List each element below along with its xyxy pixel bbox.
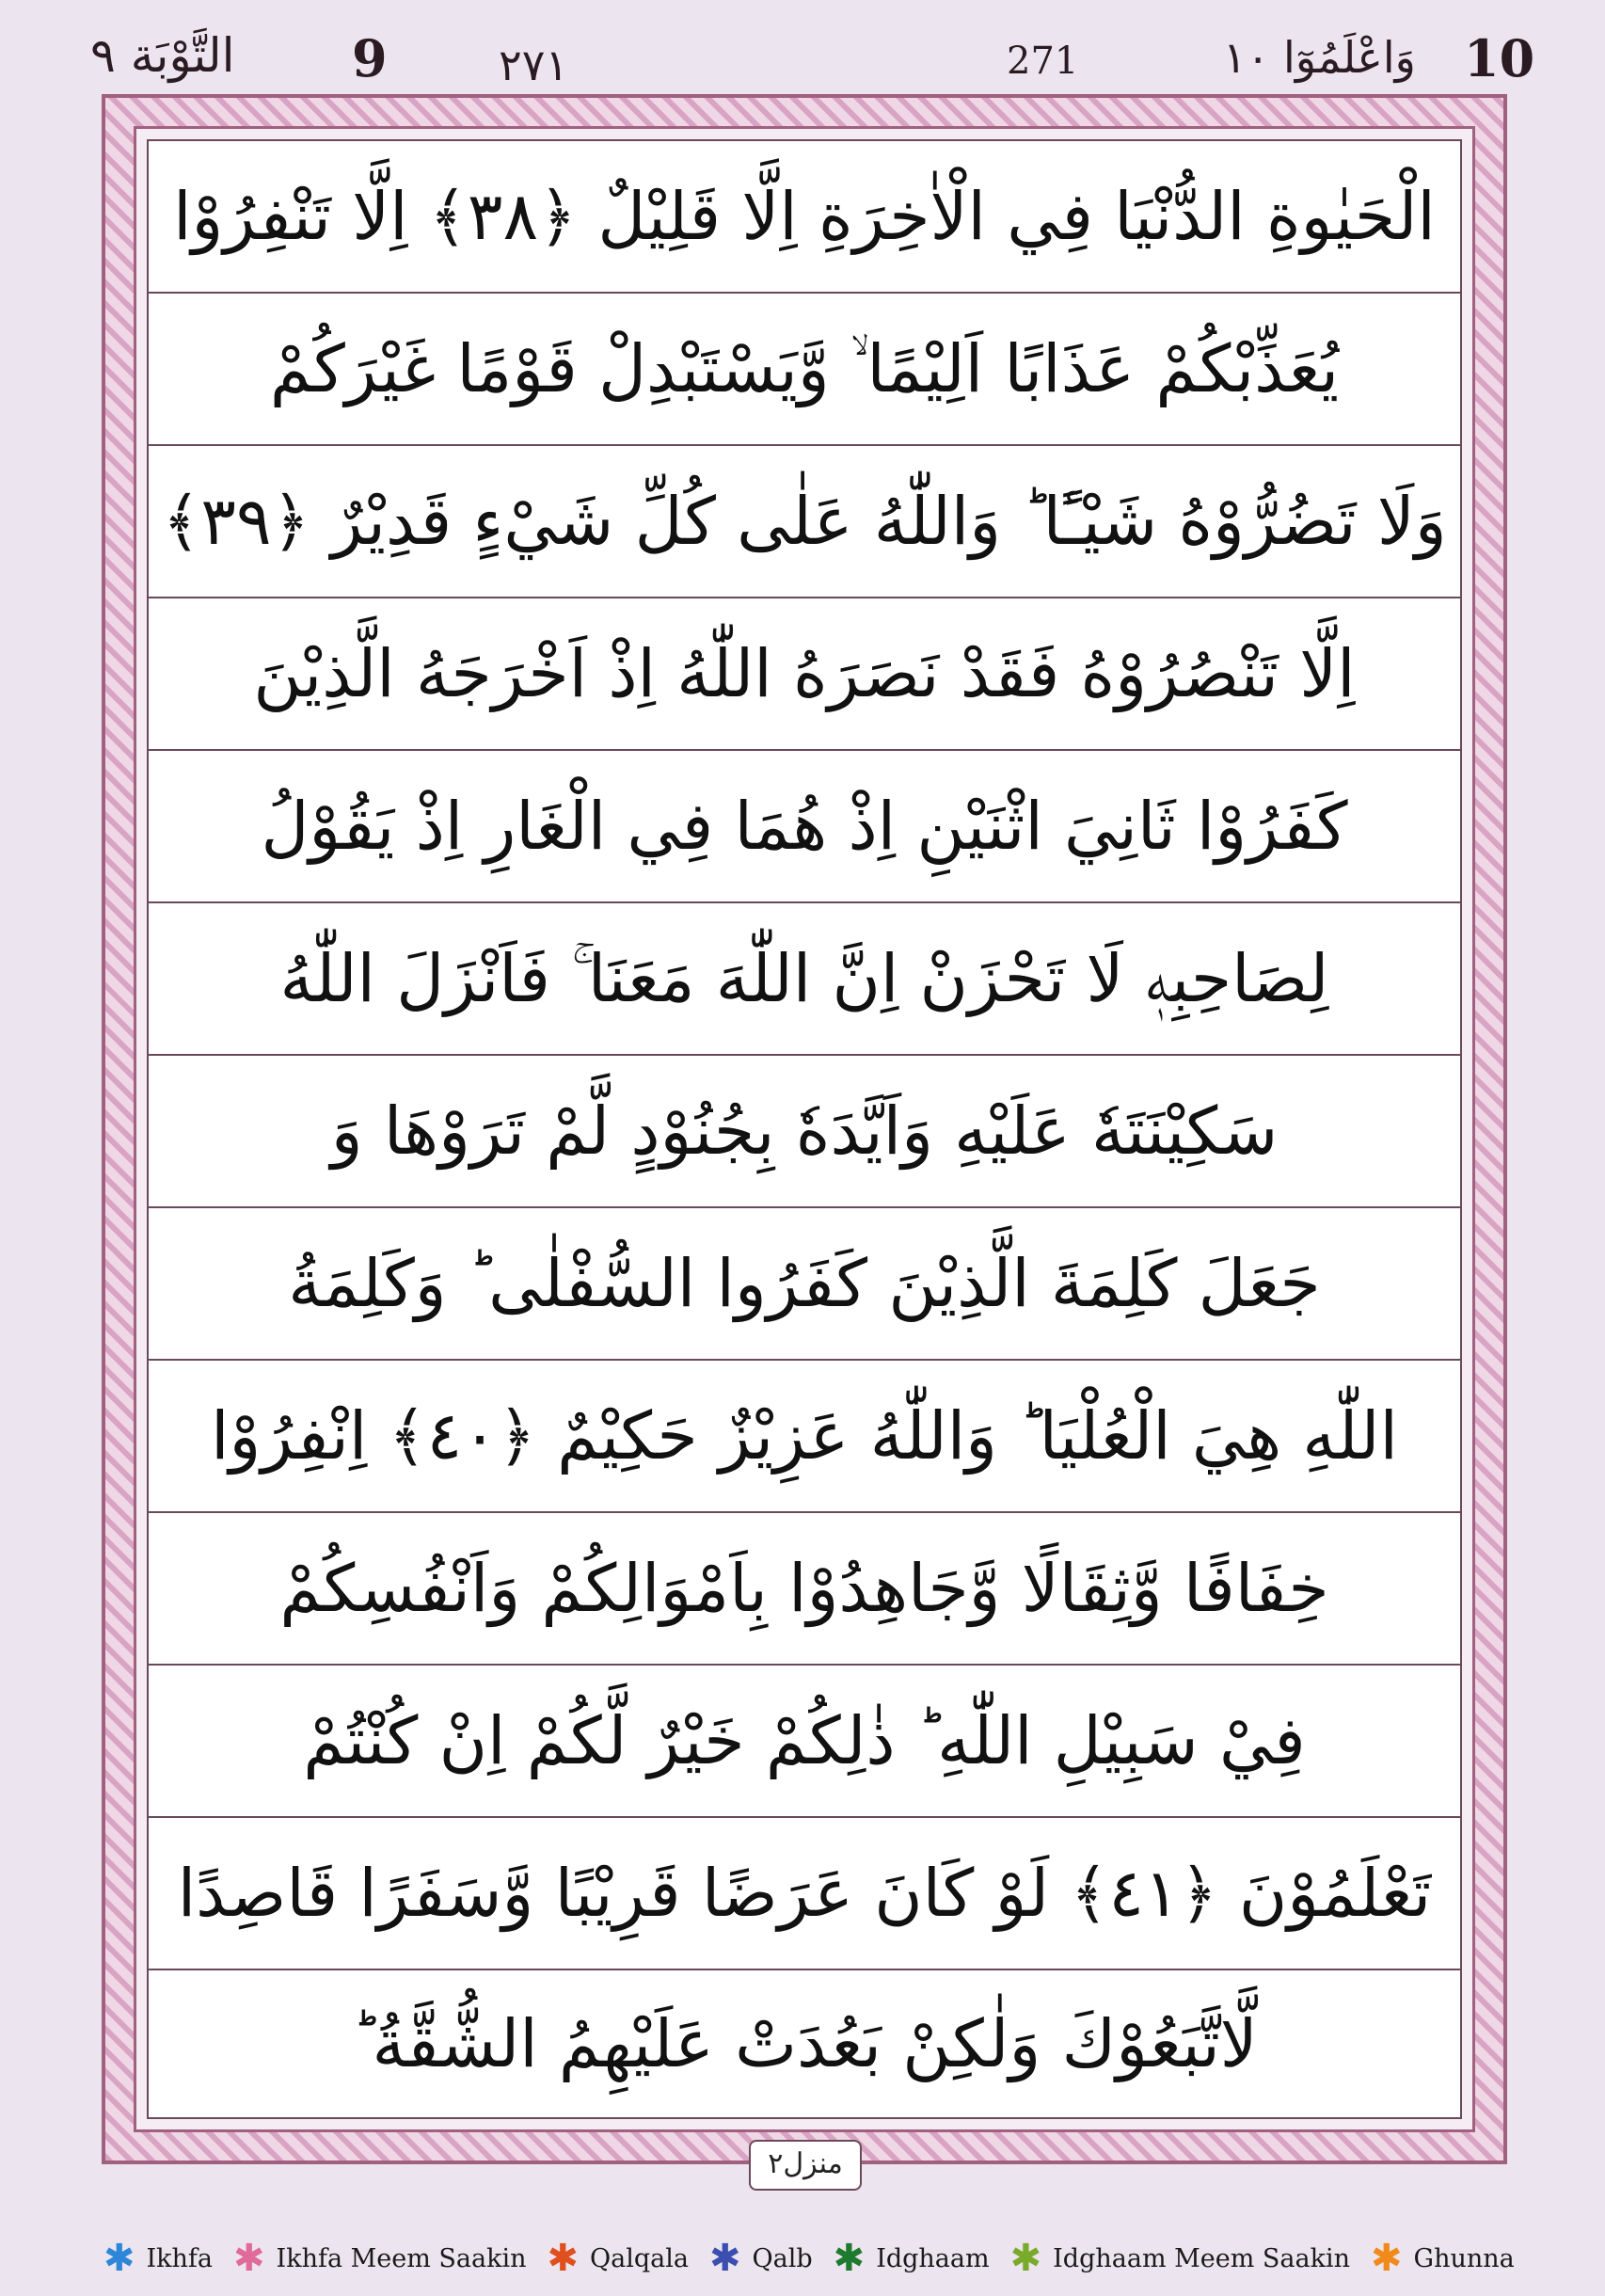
legend-item xyxy=(709,2237,813,2280)
legend-item xyxy=(1371,2237,1515,2280)
quran-line: سَكِيْنَتَهٗ عَلَيْهِ وَاَيَّدَهٗ بِجُنُوْدٍ لَّمْ تَرَوْهَا وَ xyxy=(149,1056,1460,1208)
decorative-border xyxy=(102,94,1507,2164)
legend-label: Ghunna xyxy=(1413,2243,1515,2273)
legend-item xyxy=(547,2237,690,2280)
manzil-label: منزل٢ xyxy=(749,2140,862,2191)
legend-item xyxy=(1009,2237,1350,2280)
legend-label: Ikhfa xyxy=(146,2243,214,2273)
legend-label: Idghaam Meem Saakin xyxy=(1053,2243,1350,2273)
quran-line: اللّٰهِ هِيَ الْعُلْيَا ؕ وَاللّٰهُ عَزِيْزٌ حَكِيْمٌ ﴿٤٠﴾ اِنْفِرُوْا xyxy=(149,1361,1460,1513)
star-icon: ✱ xyxy=(1009,2237,1042,2280)
juz-number: 10 xyxy=(1464,28,1535,88)
quran-line: كَفَرُوْا ثَانِيَ اثْنَيْنِ اِذْ هُمَا فِي الْغَارِ اِذْ يَقُوْلُ xyxy=(149,751,1460,903)
quran-line: الْحَيٰوةِ الدُّنْيَا فِي الْاٰخِرَةِ اِلَّا قَلِيْلٌ ﴿٣٨﴾ اِلَّا تَنْفِرُوْا xyxy=(149,141,1460,294)
legend-label: Ikhfa Meem Saakin xyxy=(276,2243,527,2273)
tajweed-legend xyxy=(103,2236,1515,2281)
quran-line: اِلَّا تَنْصُرُوْهُ فَقَدْ نَصَرَهُ اللّٰهُ اِذْ اَخْرَجَهُ الَّذِيْنَ xyxy=(149,598,1460,751)
page-number-arabic: ٢٧١ xyxy=(499,40,569,90)
legend-item xyxy=(233,2237,527,2280)
page-header xyxy=(0,0,1605,104)
quran-line: وَلَا تَضُرُّوْهُ شَيْـًٔا ؕ وَاللّٰهُ عَلٰى كُلِّ شَيْءٍ قَدِيْرٌ ﴿٣٩﴾ xyxy=(149,446,1460,598)
legend-label: Qalb xyxy=(752,2243,813,2273)
star-icon: ✱ xyxy=(103,2237,135,2280)
quran-line: لَّاتَّبَعُوْكَ وَلٰكِنْ بَعُدَتْ عَلَيْهِمُ الشُّقَّةُ ؕ xyxy=(351,2005,1258,2082)
juz-name: وَاعْلَمُوٓا ١٠ xyxy=(1223,32,1416,83)
quran-line: لِصَاحِبِهٖ لَا تَحْزَنْ اِنَّ اللّٰهَ مَعَنَا ۚ فَاَنْزَلَ اللّٰهُ xyxy=(149,903,1460,1056)
surah-name: التَّوْبَة ٩ xyxy=(90,28,235,83)
surah-number: 9 xyxy=(352,28,388,88)
legend-item xyxy=(833,2237,990,2280)
quran-line: يُعَذِّبْكُمْ عَذَابًا اَلِيْمًا ۙ وَّيَسْتَبْدِلْ قَوْمًا غَيْرَكُمْ xyxy=(149,294,1460,446)
quran-line: خِفَافًا وَّثِقَالًا وَّجَاهِدُوْا بِاَمْوَالِكُمْ وَاَنْفُسِكُمْ xyxy=(149,1513,1460,1666)
legend-label: Qalqala xyxy=(590,2243,689,2273)
page-number: 271 xyxy=(1007,40,1079,83)
legend-item xyxy=(103,2237,214,2280)
text-panel xyxy=(147,139,1462,2119)
star-icon: ✱ xyxy=(233,2237,265,2280)
quran-line: فِيْ سَبِيْلِ اللّٰهِ ؕ ذٰلِكُمْ خَيْرٌ لَّكُمْ اِنْ كُنْتُمْ xyxy=(149,1666,1460,1818)
legend-label: Idghaam xyxy=(876,2243,990,2273)
star-icon: ✱ xyxy=(547,2237,580,2280)
star-icon: ✱ xyxy=(833,2237,866,2280)
quran-line: تَعْلَمُوْنَ ﴿٤١﴾ لَوْ كَانَ عَرَضًا قَرِيْبًا وَّسَفَرًا قَاصِدًا xyxy=(149,1818,1460,1970)
quran-line: جَعَلَ كَلِمَةَ الَّذِيْنَ كَفَرُوا السُّفْلٰى ؕ وَكَلِمَةُ xyxy=(149,1208,1460,1361)
star-icon: ✱ xyxy=(1371,2237,1403,2280)
star-icon: ✱ xyxy=(709,2237,741,2280)
